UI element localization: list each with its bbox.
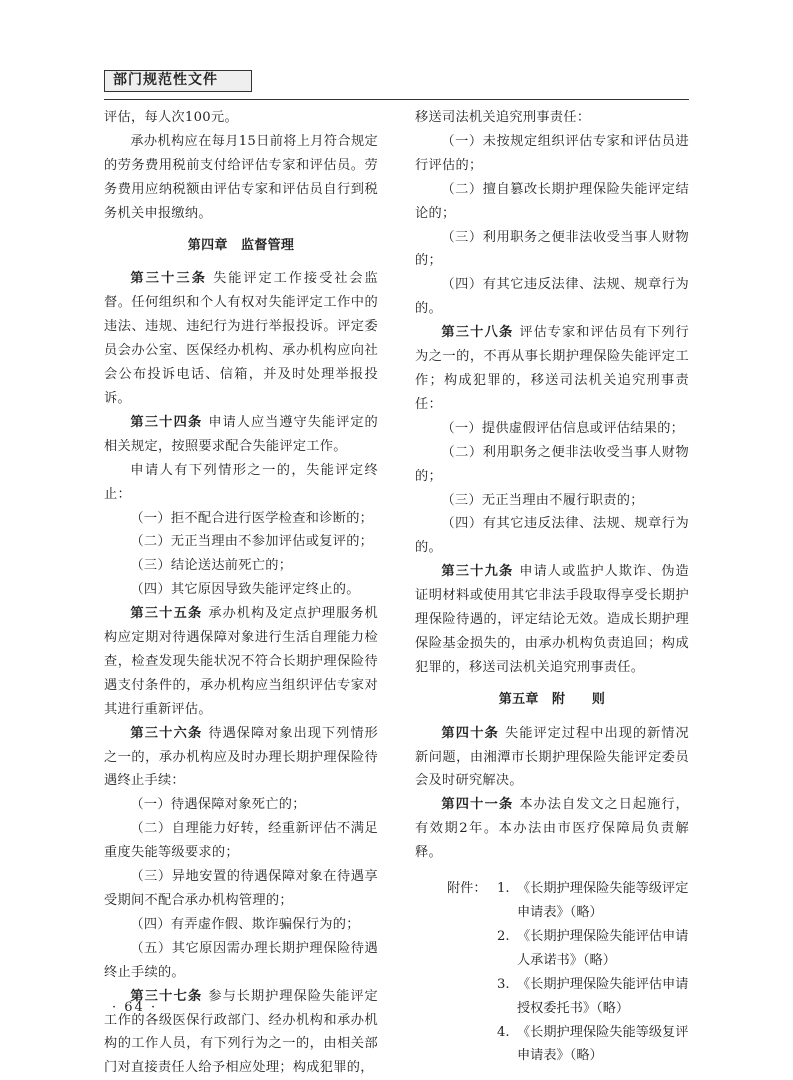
article-39	[415, 560, 689, 680]
article-label: 第三十七条	[130, 988, 203, 1004]
list-item: （三）利用职务之便非法收受当事人财物的；	[415, 229, 689, 269]
article-label: 第三十六条	[130, 725, 203, 741]
attachment-number: 4.	[497, 1024, 510, 1040]
list-item: （一）未按规定组织评估专家和评估员进行评估的；	[415, 133, 689, 173]
list-item: （四）有其它违反法律、法规、规章行为的。	[415, 516, 689, 556]
attachment-item	[497, 925, 689, 973]
article-40	[415, 722, 689, 794]
attachment-number: 1.	[497, 881, 510, 897]
page-number: · 64 ·	[112, 1000, 158, 1015]
article-text: 失能评定工作接受社会监督。任何组织和个人有权对失能评定工作中的违法、违规、违纪行为进行举报投诉。评定委员会办公室、医保经办机构、承办机构应向社会公布投诉电话、信箱，并及时处理举报投诉。	[104, 271, 378, 406]
attachments-label: 附件：	[447, 881, 487, 897]
attachment-item	[497, 973, 689, 1021]
list-item: （二）自理能力好转，经重新评估不满足重度失能等级要求的；	[104, 821, 378, 861]
spacer	[415, 865, 689, 877]
article-label: 第四十条	[441, 725, 500, 741]
attachment-number: 3.	[497, 976, 510, 992]
article-41	[415, 793, 689, 865]
article-label: 第三十八条	[441, 325, 514, 341]
list-item: （五）其它原因需办理长期护理保险待遇终止手续的。	[104, 940, 378, 980]
attachment-text: 《长期护理保险失能评估申请人承诺书》（略）	[517, 928, 689, 968]
attachment-number: 2.	[497, 928, 510, 944]
list-item: （三）无正当理由不履行职责的；	[441, 492, 644, 508]
list-item: （二）无正当理由不参加评估或复评的；	[130, 534, 374, 550]
attachment-item	[497, 1021, 689, 1069]
list-item: （二）利用职务之便非法收受当事人财物的；	[415, 444, 689, 484]
article-text: 本办法自发文之日起施行，有效期2年。本办法由市医疗保障局负责解释。	[415, 797, 690, 861]
chapter-heading: 第五章 附 则	[498, 691, 606, 707]
header-divider	[104, 99, 689, 100]
attachment-text: 《长期护理保险失能等级复评申请表》（略）	[517, 1024, 689, 1064]
list-item: （四）有弄虚作假、欺诈骗保行为的；	[130, 916, 360, 932]
article-label: 第三十三条	[130, 271, 208, 287]
article-35	[104, 602, 378, 722]
paragraph: 承办机构应在每月15日前将上月符合规定的劳务费用税前支付给评估专家和评估员。劳务费用应纳税额由评估专家和评估员自行到税务机关申报缴纳。	[104, 133, 378, 221]
attachment-text: 《长期护理保险失能等级评定申请表》（略）	[517, 881, 689, 920]
article-text: 失能评定过程中出现的新情况新问题，由湘潭市长期护理保险失能评定委员会及时研究解决。	[415, 725, 690, 789]
list-item: （一）拒不配合进行医学检查和诊断的；	[130, 510, 374, 526]
right-column	[415, 106, 689, 1068]
article-34	[104, 411, 378, 459]
article-text: 申请人或监护人欺诈、伪造证明材料或使用其它非法手段取得享受长期护理保险待遇的，评定结论无效。造成长期护理保险基金损失的，由承办机构负责追回；构成犯罪的，移送司法机关追究刑事责任。	[415, 564, 690, 675]
article-38	[415, 321, 689, 417]
list-item: （一）待遇保障对象死亡的；	[130, 797, 306, 813]
list-item: （三）结论送达前死亡的；	[130, 558, 293, 574]
paragraph: 申请人有下列情形之一的，失能评定终止：	[104, 462, 378, 502]
article-label: 第四十一条	[441, 797, 514, 813]
article-text: 评估专家和评估员有下列行为之一的，不再从事长期护理保险失能评定工作；构成犯罪的，移送司法机关追究刑事责任：	[415, 325, 690, 412]
paragraph: 移送司法机关追究刑事责任：	[415, 110, 591, 125]
article-37	[104, 985, 378, 1080]
attachments-items	[497, 877, 689, 1068]
article-label: 第三十九条	[441, 564, 514, 580]
article-text: 参与长期护理保险失能评定工作的各级医保行政部门、经办机构和承办机构的工作人员，有下列行为之一的，由相关部门对直接责任人给予相应处理；构成犯罪的，	[104, 988, 379, 1076]
article-text: 申请人应当遵守失能评定的相关规定，按照要求配合失能评定工作。	[104, 414, 379, 454]
paragraph: 评估，每人次100元。	[104, 110, 238, 125]
list-item: （二）擅自篡改长期护理保险失能评定结论的；	[415, 181, 689, 221]
attachment-item	[497, 877, 689, 925]
list-item: （三）异地安置的待遇保障对象在待遇享受期间不配合承办机构管理的；	[104, 869, 378, 908]
attachments-list	[447, 877, 689, 1068]
attachments	[415, 877, 689, 1068]
left-column	[104, 106, 378, 1080]
article-33	[104, 267, 378, 410]
list-item: （四）有其它违反法律、法规、规章行为的。	[415, 277, 689, 317]
article-text: 承办机构及定点护理服务机构应定期对待遇保障对象进行生活自理能力检查，检查发现失能状况不符合长期护理保险待遇支付条件的，承办机构应当组织评估专家对其进行重新评估。	[104, 606, 379, 717]
attachment-text: 《长期护理保险失能评估申请授权委托书》（略）	[517, 976, 689, 1016]
article-36	[104, 722, 378, 794]
chapter-heading: 第四章 监督管理	[187, 237, 295, 253]
article-label: 第三十五条	[130, 606, 203, 622]
article-text: 待遇保障对象出现下列情形之一的，承办机构应及时办理长期护理保险待遇终止手续：	[104, 725, 379, 789]
list-item: （一）提供虚假评估信息或评估结果的；	[441, 420, 685, 436]
article-label: 第三十四条	[130, 414, 203, 430]
list-item: （四）其它原因导致失能评定终止的。	[130, 582, 360, 598]
section-header: 部门规范性文件	[104, 70, 252, 92]
